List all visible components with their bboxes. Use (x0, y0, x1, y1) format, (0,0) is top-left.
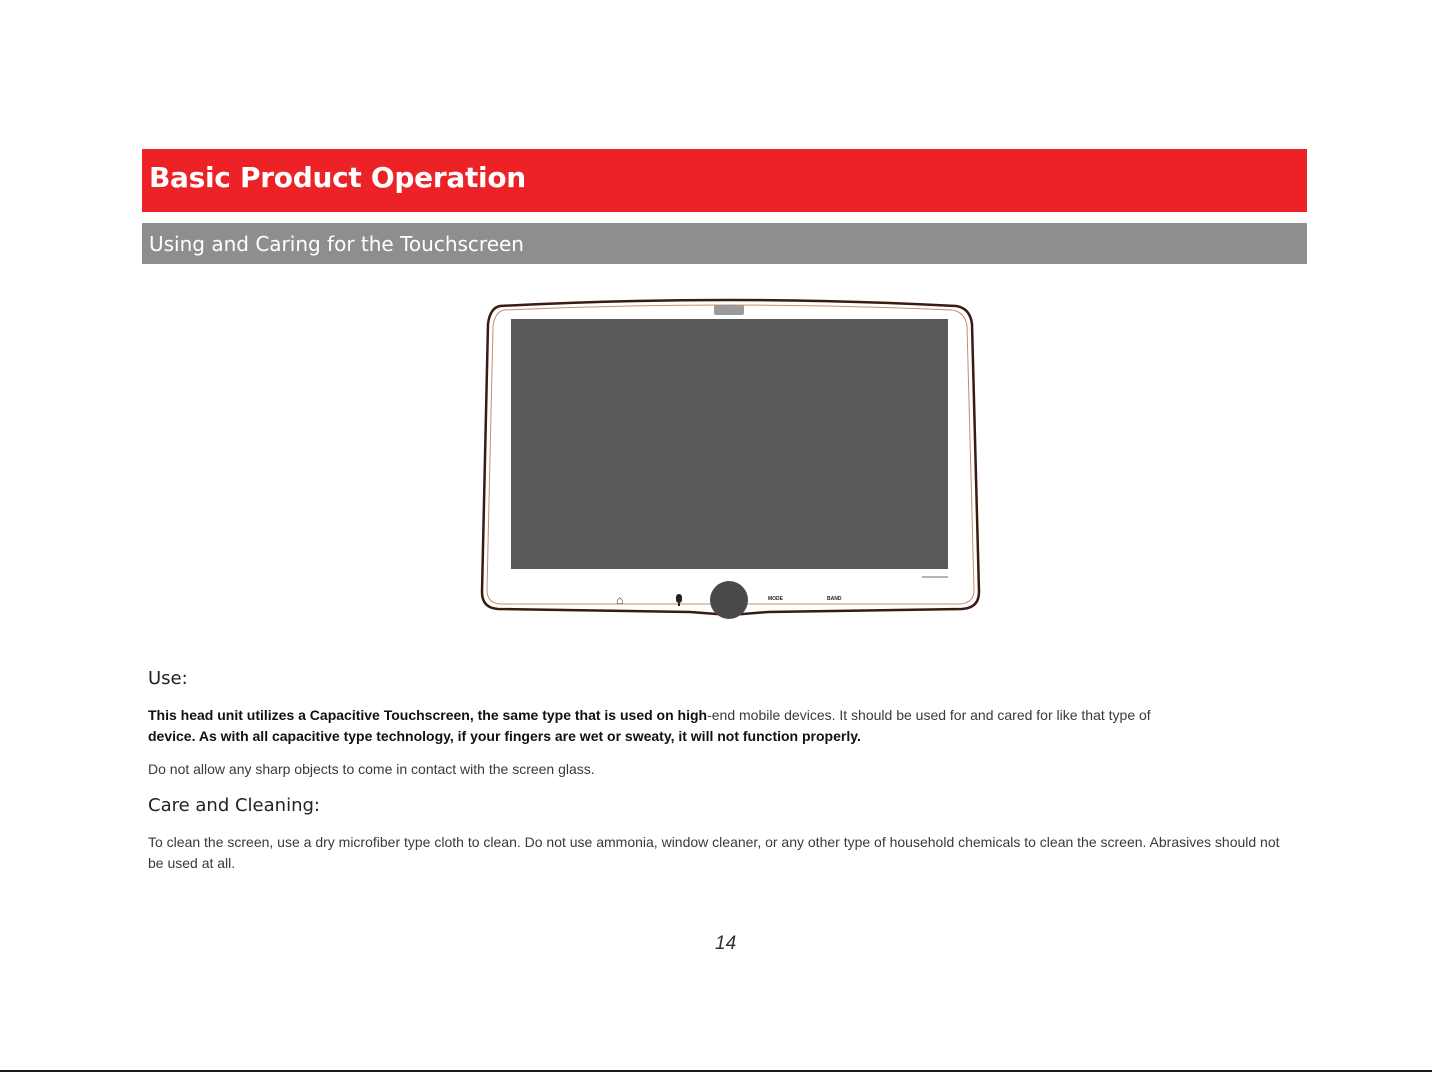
capacitive-warning-text: device. As with all capacitive type technology, if your fingers are wet or sweaty, it will not function properly. (148, 728, 861, 744)
model-marking (922, 576, 948, 578)
home-icon: ⌂ (616, 593, 624, 607)
band-button-label: BAND (827, 596, 842, 602)
capacitive-paragraph (148, 705, 1288, 747)
microphone-icon (676, 594, 682, 603)
head-unit-illustration (478, 296, 982, 622)
page-number: 14 (715, 933, 737, 954)
title-banner (142, 149, 1307, 212)
use-heading: Use: (148, 668, 188, 689)
brand-logo (714, 305, 744, 315)
care-heading: Care and Cleaning: (148, 795, 320, 816)
capacitive-regular-text: -end mobile devices. It should be used for and cared for like that type of (707, 707, 1151, 723)
capacitive-bold-text: This head unit utilizes a Capacitive Touchscreen, the same type that is used on high (148, 707, 708, 723)
subtitle-banner (142, 223, 1307, 264)
touchscreen-display (511, 319, 948, 569)
cleaning-paragraph: To clean the screen, use a dry microfiber type cloth to clean. Do not use ammonia, window cleaner, or any other type of household chemicals to clean the screen. Abrasives should not be used at all. (148, 834, 1280, 871)
page-title: Basic Product Operation (149, 161, 526, 194)
bottom-divider (0, 1070, 1432, 1072)
mode-button-label: MODE (768, 596, 783, 602)
sharp-objects-paragraph: Do not allow any sharp objects to come in contact with the screen glass. (148, 761, 595, 777)
volume-knob (710, 581, 748, 619)
section-subtitle: Using and Caring for the Touchscreen (149, 232, 524, 256)
